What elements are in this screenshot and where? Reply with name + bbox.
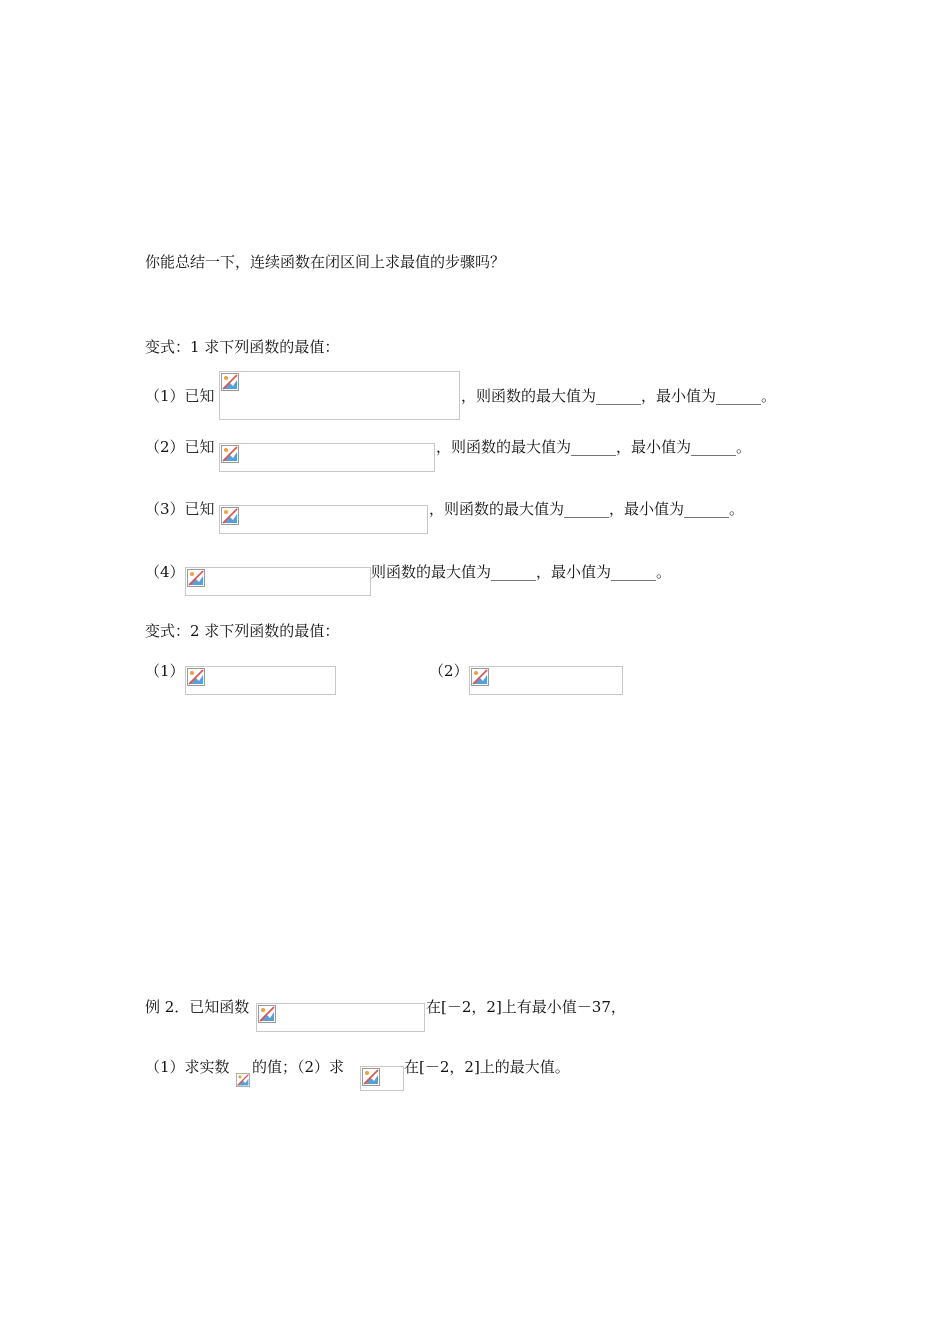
item-text: ，最小值为 xyxy=(609,500,685,518)
variable-image-box xyxy=(236,1073,252,1087)
variant2-heading: 变式：2 求下列函数的最值： xyxy=(145,622,340,640)
item-text: 。 xyxy=(729,500,745,518)
item-number: （4） xyxy=(145,563,185,581)
answer-blank: ______ xyxy=(611,563,657,581)
answer-blank: ______ xyxy=(571,438,617,456)
broken-image-icon xyxy=(187,569,205,587)
item-number: （2） xyxy=(145,438,185,456)
variant1-item-3-tail xyxy=(429,500,744,518)
formula-image-box xyxy=(469,666,623,695)
variant1-item-2-tail xyxy=(436,438,751,456)
formula-image-box xyxy=(185,567,371,596)
item-number: （1） xyxy=(145,387,185,405)
variant1-heading: 变式：1 求下列函数的最值： xyxy=(145,338,340,356)
variant2-item-2-number: （2） xyxy=(429,662,469,680)
broken-image-icon xyxy=(221,445,239,463)
example2-tail: 在[－2，2]上有最小值－37， xyxy=(426,998,626,1016)
item-text: ，则函数的最大值为 xyxy=(436,438,572,456)
variant1-item-1 xyxy=(145,387,215,405)
item-lead: 已知 xyxy=(184,387,215,405)
formula-image-box xyxy=(219,505,428,534)
variant1-item-2 xyxy=(145,438,215,456)
broken-image-icon xyxy=(236,1073,250,1087)
formula-image-box xyxy=(219,371,460,420)
variant1-item-4-tail xyxy=(371,563,671,581)
broken-image-icon xyxy=(187,668,205,686)
broken-image-icon xyxy=(471,668,489,686)
variant1-item-4 xyxy=(145,563,185,581)
formula-image-box xyxy=(256,1003,425,1032)
variant1-item-3 xyxy=(145,500,215,518)
formula-image-box xyxy=(185,666,336,695)
item-text: ，则函数的最大值为 xyxy=(429,500,565,518)
broken-image-icon xyxy=(221,507,239,525)
item-text: 。 xyxy=(761,387,777,405)
answer-blank: ______ xyxy=(684,500,730,518)
item-text: ，则函数的最大值为 xyxy=(461,387,597,405)
answer-blank: ______ xyxy=(596,387,642,405)
example2-q1-tail: 的值；（2）求 xyxy=(252,1058,345,1076)
item-lead: 已知 xyxy=(184,438,215,456)
summary-question: 你能总结一下，连续函数在闭区间上求最值的步骤吗？ xyxy=(145,253,506,271)
broken-image-icon xyxy=(258,1005,276,1023)
example2-lead: 例 2．已知函数 xyxy=(145,998,250,1016)
item-number: （3） xyxy=(145,500,185,518)
example2-q2-tail: 在[－2，2]上的最大值。 xyxy=(404,1058,570,1076)
answer-blank: ______ xyxy=(716,387,762,405)
item-text: 。 xyxy=(736,438,752,456)
broken-image-icon xyxy=(362,1068,380,1086)
answer-blank: ______ xyxy=(491,563,537,581)
item-text: ，最小值为 xyxy=(641,387,717,405)
answer-blank: ______ xyxy=(691,438,737,456)
formula-image-box xyxy=(219,443,435,472)
variant2-item-1-number: （1） xyxy=(145,662,185,680)
example2-q1: （1）求实数 xyxy=(145,1058,230,1076)
broken-image-icon xyxy=(221,373,239,391)
item-text: ，最小值为 xyxy=(536,563,612,581)
item-text: 则函数的最大值为 xyxy=(371,563,492,581)
item-text: ，最小值为 xyxy=(616,438,692,456)
variant1-item-1-tail xyxy=(461,387,776,405)
item-text: 。 xyxy=(656,563,672,581)
function-image-box xyxy=(360,1066,404,1091)
item-lead: 已知 xyxy=(184,500,215,518)
answer-blank: ______ xyxy=(564,500,610,518)
